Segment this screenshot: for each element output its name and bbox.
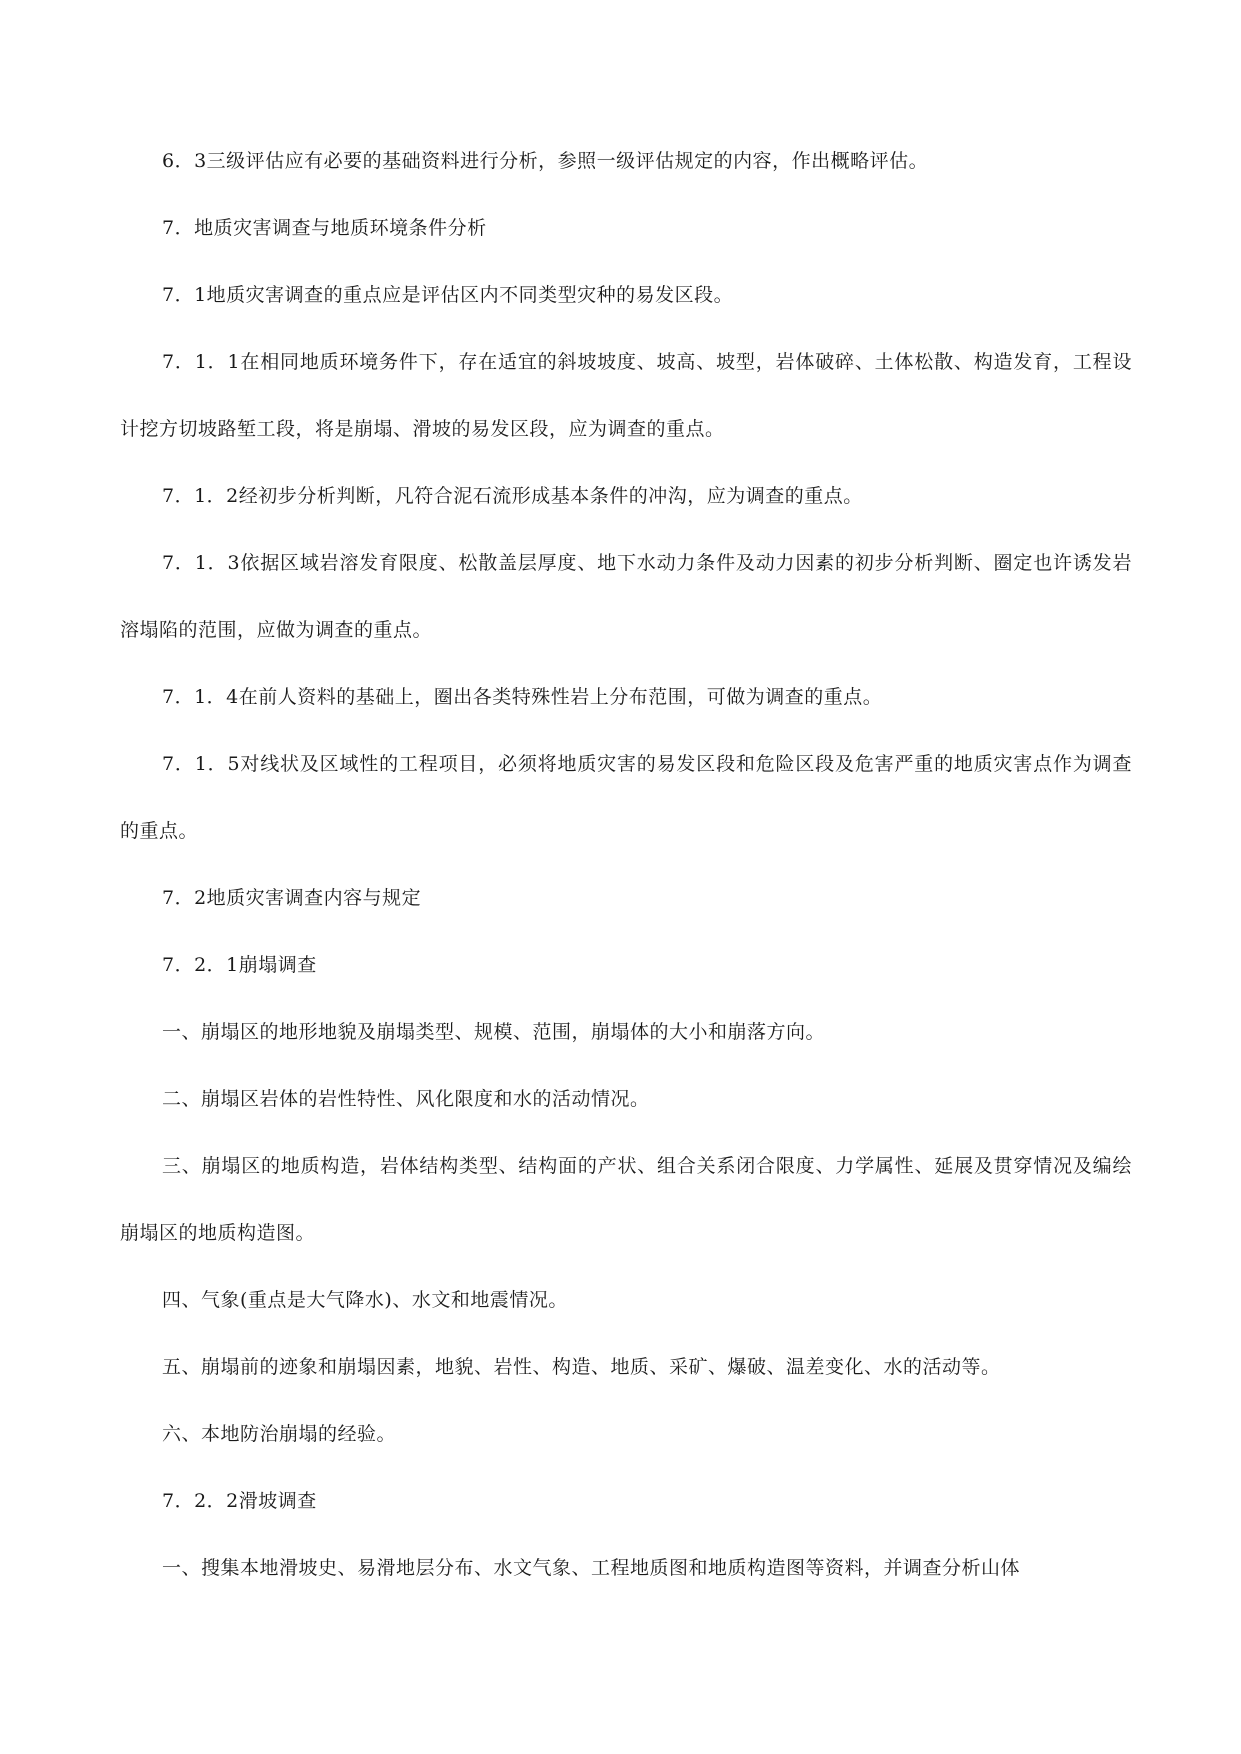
paragraph-7-1-2: 7．1．2经初步分析判断，凡符合泥石流形成基本条件的冲沟，应为调查的重点。 [162,485,863,507]
list-item-landslide-1: 一、搜集本地滑坡史、易滑地层分布、水文气象、工程地质图和地质构造图等资料，并调查分析山体 [162,1557,1021,1579]
list-item-collapse-2: 二、崩塌区岩体的岩性特性、风化限度和水的活动情况。 [162,1088,650,1110]
heading-7: 7．地质灾害调查与地质环境条件分析 [162,217,487,239]
paragraph-7-1-3: 7．1．3依据区域岩溶发育限度、松散盖层厚度、地下水动力条件及动力因素的初步分析判断、圈定也许诱发岩溶塌陷的范围，应做为调查的重点。 [120,552,1132,641]
list-item-collapse-5: 五、崩塌前的迹象和崩塌因素，地貌、岩性、构造、地质、采矿、爆破、温差变化、水的活动等。 [162,1356,1001,1378]
paragraph-7-1-1: 7．1．1在相同地质环境务件下，存在适宜的斜坡坡度、坡高、坡型，岩体破碎、土体松散、构造发育，工程设计挖方切坡路堑工段，将是崩塌、滑坡的易发区段，应为调查的重点。 [120,351,1132,440]
paragraph-7-1-5: 7．1．5对线状及区域性的工程项目，必须将地质灾害的易发区段和危险区段及危害严重的地质灾害点作为调查的重点。 [120,753,1132,842]
heading-7-2-1: 7．2．1崩塌调查 [162,954,317,976]
paragraph-7-1-4: 7．1．4在前人资料的基础上，圈出各类特殊性岩上分布范围，可做为调查的重点。 [162,686,883,708]
list-item-collapse-4: 四、气象(重点是大气降水)、水文和地震情况。 [162,1289,568,1311]
document-body [120,128,1132,1602]
heading-7-2: 7．2地质灾害调查内容与规定 [162,887,422,909]
heading-7-2-2: 7．2．2滑坡调查 [162,1490,317,1512]
list-item-collapse-6: 六、本地防治崩塌的经验。 [162,1423,397,1445]
list-item-collapse-1: 一、崩塌区的地形地貌及崩塌类型、规模、范围，崩塌体的大小和崩落方向。 [162,1021,826,1043]
list-item-collapse-3: 三、崩塌区的地质构造，岩体结构类型、结构面的产状、组合关系闭合限度、力学属性、延展及贯穿情况及编绘崩塌区的地质构造图。 [120,1155,1132,1244]
paragraph-6-3: 6．3三级评估应有必要的基础资料进行分析，参照一级评估规定的内容，作出概略评估。 [162,150,929,172]
paragraph-7-1: 7．1地质灾害调查的重点应是评估区内不同类型灾种的易发区段。 [162,284,734,306]
